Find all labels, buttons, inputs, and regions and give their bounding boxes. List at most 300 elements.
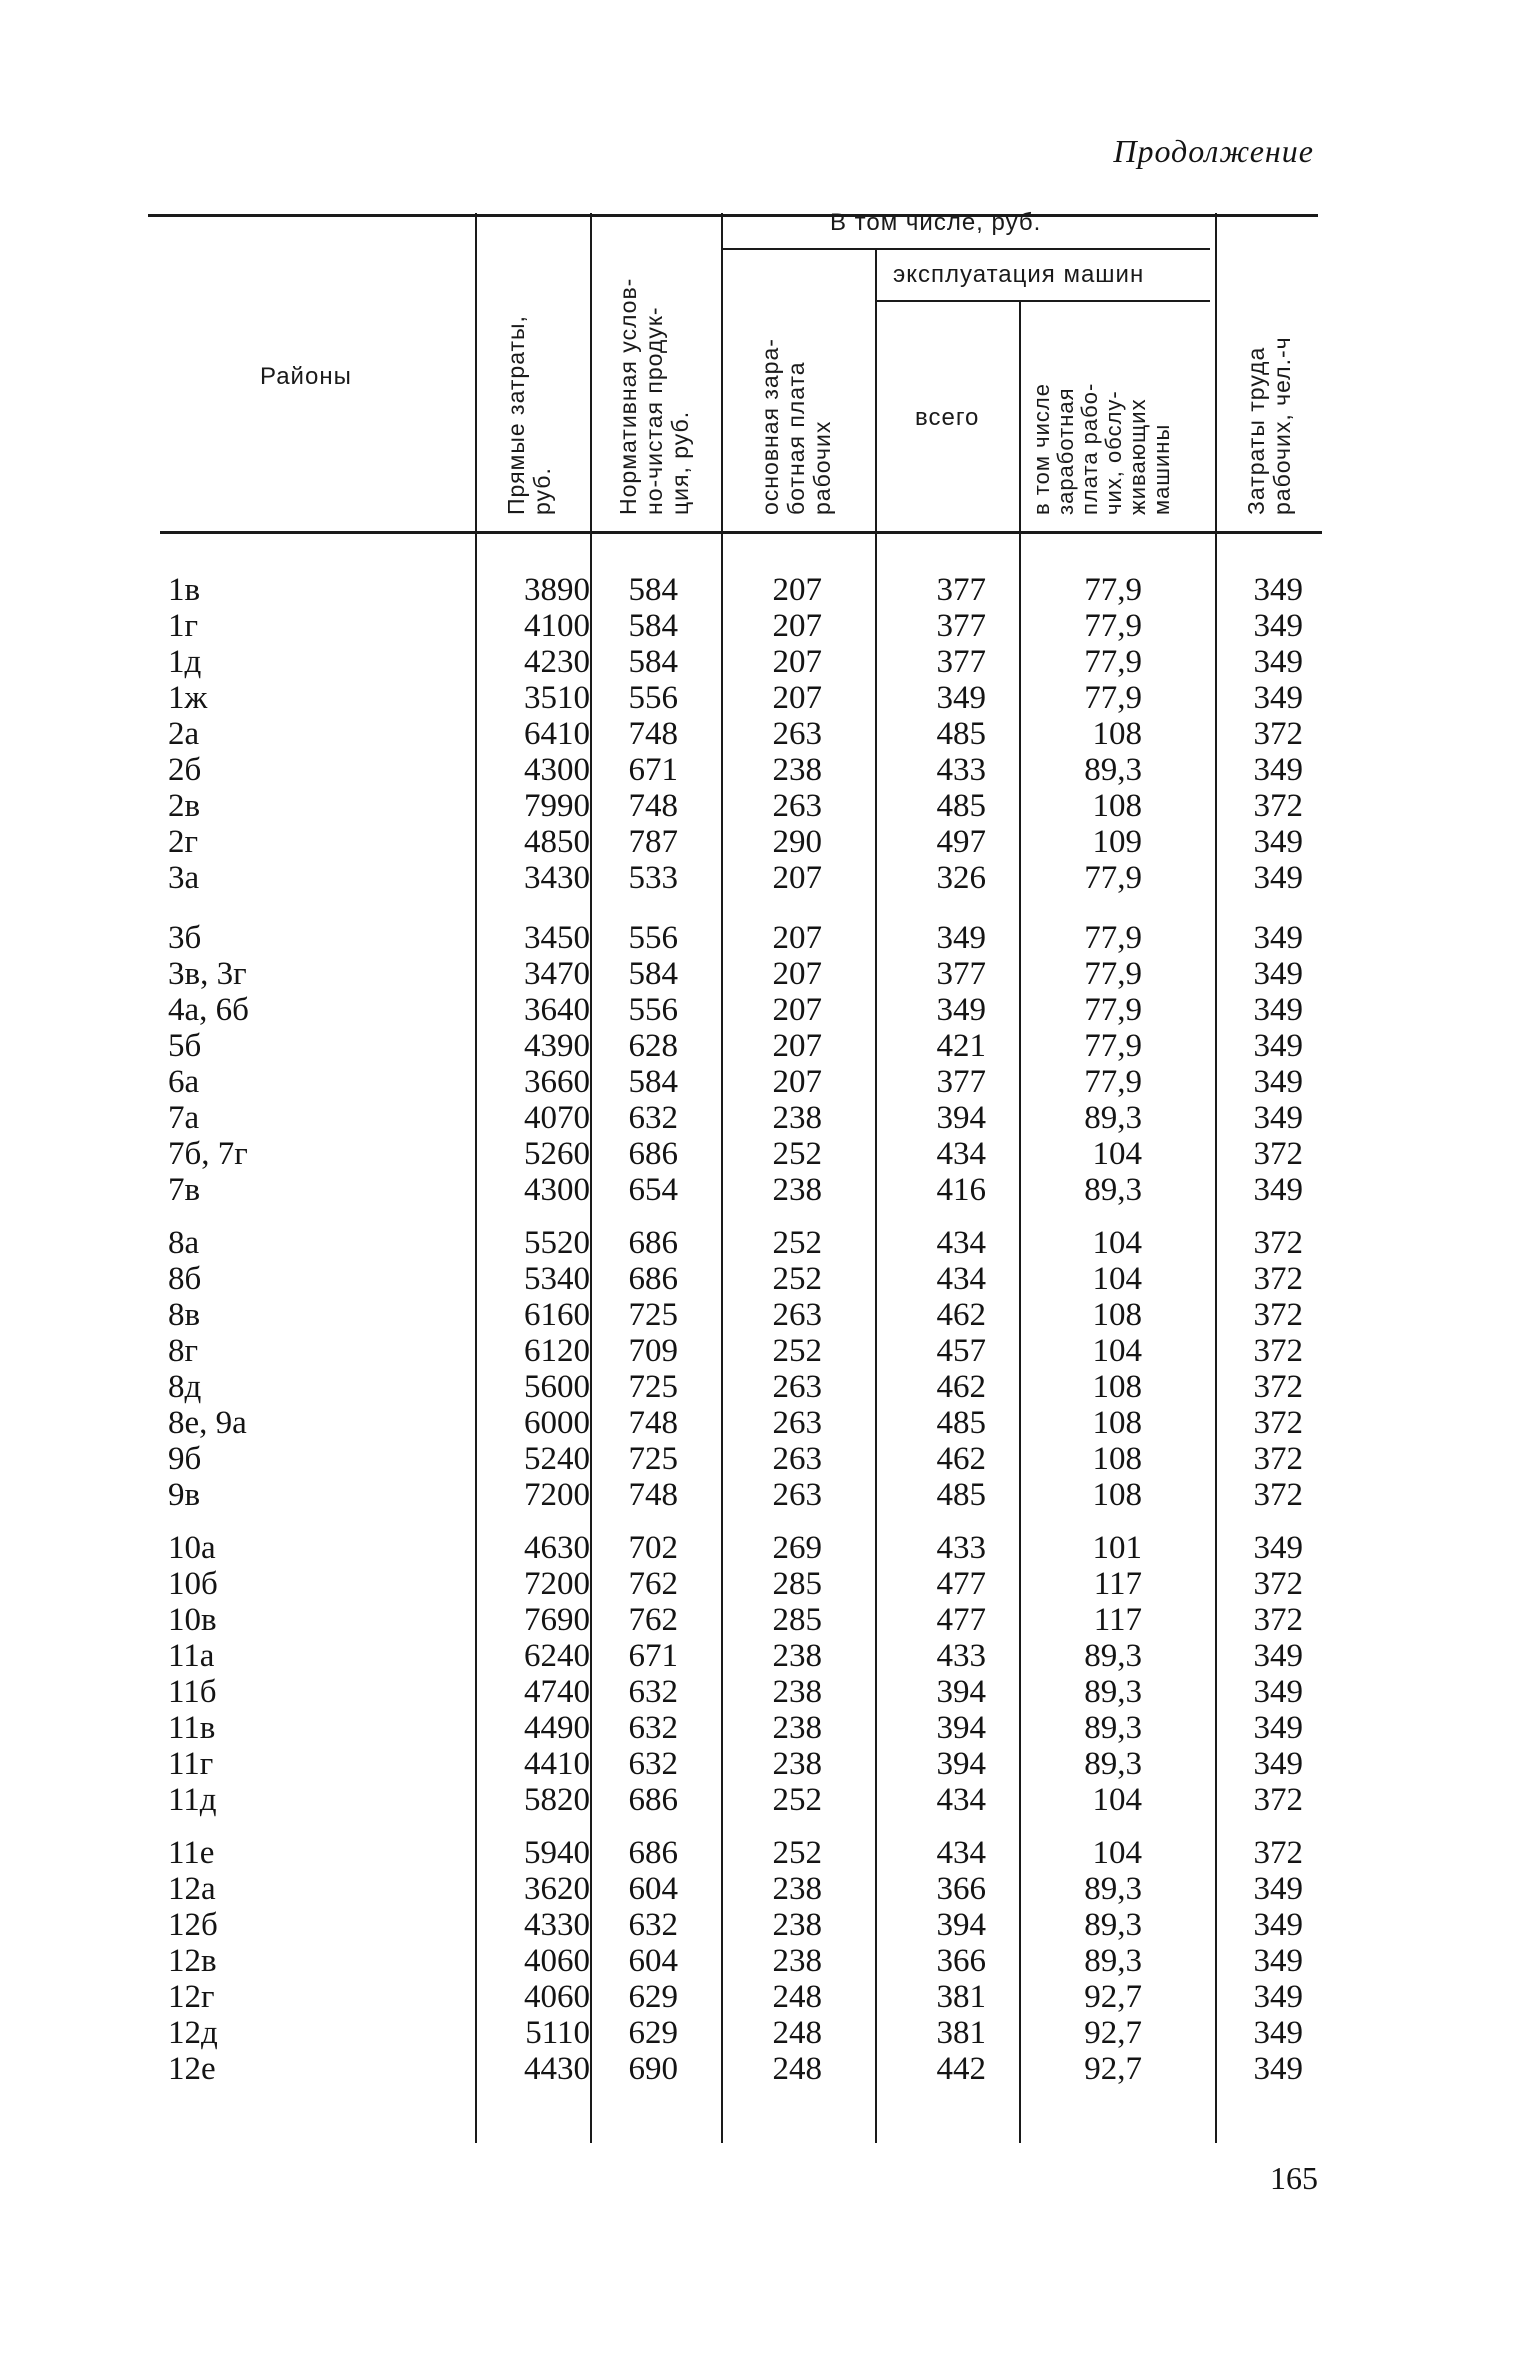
cell-labor-costs: 349 (1253, 572, 1303, 608)
cell-base-wages: 238 (772, 1638, 822, 1674)
cell-labor-costs: 349 (1253, 1746, 1303, 1782)
cell-machine-operator-wages: 101 (1092, 1530, 1142, 1566)
cell-region: 6а (168, 1064, 200, 1100)
cell-machine-operator-wages: 117 (1093, 1602, 1142, 1638)
table-row (0, 1297, 1523, 1333)
table-row (0, 1261, 1523, 1297)
cell-base-wages: 207 (772, 992, 822, 1028)
cell-labor-costs: 349 (1253, 680, 1303, 716)
cell-machines-total: 377 (936, 1064, 986, 1100)
cell-machine-operator-wages: 104 (1092, 1136, 1142, 1172)
cell-base-wages: 252 (772, 1261, 822, 1297)
page-number: 165 (1270, 2160, 1318, 2196)
cell-base-wages: 263 (772, 1477, 822, 1513)
cell-direct-costs: 5600 (524, 1369, 590, 1405)
cell-machines-total: 434 (936, 1225, 986, 1261)
table-row (0, 716, 1523, 752)
cell-direct-costs: 4300 (524, 752, 590, 788)
table-row (0, 572, 1523, 608)
cell-machines-total: 433 (936, 1638, 986, 1674)
cell-normative-production: 629 (628, 1979, 678, 2015)
cell-machines-total: 462 (936, 1441, 986, 1477)
cell-region: 8е, 9а (168, 1405, 247, 1441)
cell-region: 12д (168, 2015, 218, 2051)
table-row (0, 1477, 1523, 1513)
cell-machine-operator-wages: 77,9 (1084, 956, 1142, 992)
cell-labor-costs: 372 (1253, 1297, 1303, 1333)
cell-labor-costs: 372 (1253, 1835, 1303, 1871)
cell-base-wages: 263 (772, 788, 822, 824)
cell-machine-operator-wages: 77,9 (1084, 920, 1142, 956)
table-row (0, 1225, 1523, 1261)
table-row (0, 1566, 1523, 1602)
cell-machine-operator-wages: 89,3 (1084, 752, 1142, 788)
cell-labor-costs: 372 (1253, 1136, 1303, 1172)
cell-region: 11в (168, 1710, 216, 1746)
cell-normative-production: 762 (628, 1566, 678, 1602)
cell-region: 10в (168, 1602, 217, 1638)
cell-direct-costs: 3450 (524, 920, 590, 956)
cell-machines-total: 377 (936, 644, 986, 680)
cell-labor-costs: 372 (1253, 788, 1303, 824)
cell-machines-total: 394 (936, 1907, 986, 1943)
cell-machines-total: 366 (936, 1943, 986, 1979)
table-row (0, 1064, 1523, 1100)
cell-direct-costs: 5260 (524, 1136, 590, 1172)
cell-direct-costs: 4330 (524, 1907, 590, 1943)
cell-machines-total: 394 (936, 1674, 986, 1710)
cell-normative-production: 632 (628, 1746, 678, 1782)
cell-machines-total: 434 (936, 1782, 986, 1818)
cell-labor-costs: 349 (1253, 1674, 1303, 1710)
header-base-wages: основная зара- ботная плата рабочих (757, 338, 835, 515)
cell-direct-costs: 5340 (524, 1261, 590, 1297)
cell-machine-operator-wages: 89,3 (1084, 1871, 1142, 1907)
cell-direct-costs: 6160 (524, 1297, 590, 1333)
table-row (0, 1871, 1523, 1907)
cell-machine-operator-wages: 89,3 (1084, 1943, 1142, 1979)
header-direct-costs: Прямые затраты, руб. (503, 315, 555, 515)
cell-direct-costs: 4060 (524, 1943, 590, 1979)
cell-direct-costs: 4060 (524, 1979, 590, 2015)
cell-machine-operator-wages: 89,3 (1084, 1746, 1142, 1782)
cell-labor-costs: 349 (1253, 2051, 1303, 2087)
cell-base-wages: 238 (772, 1943, 822, 1979)
cell-region: 1г (168, 608, 199, 644)
cell-machines-total: 326 (936, 860, 986, 896)
cell-region: 1д (168, 644, 202, 680)
cell-labor-costs: 349 (1253, 644, 1303, 680)
cell-normative-production: 632 (628, 1710, 678, 1746)
cell-machines-total: 377 (936, 608, 986, 644)
table-row (0, 1172, 1523, 1208)
cell-labor-costs: 349 (1253, 1172, 1303, 1208)
table-top-rule (148, 214, 1318, 217)
cell-machines-total: 381 (936, 2015, 986, 2051)
cell-labor-costs: 372 (1253, 1261, 1303, 1297)
header-machines-group: эксплуатация машин (893, 261, 1145, 288)
cell-direct-costs: 3620 (524, 1871, 590, 1907)
cell-labor-costs: 349 (1253, 1638, 1303, 1674)
cell-direct-costs: 4630 (524, 1530, 590, 1566)
cell-normative-production: 686 (628, 1261, 678, 1297)
cell-machines-total: 457 (936, 1333, 986, 1369)
cell-machine-operator-wages: 104 (1092, 1225, 1142, 1261)
cell-direct-costs: 4100 (524, 608, 590, 644)
cell-labor-costs: 349 (1253, 860, 1303, 896)
cell-normative-production: 632 (628, 1100, 678, 1136)
cell-base-wages: 238 (772, 1172, 822, 1208)
table-row (0, 1674, 1523, 1710)
table-row (0, 2051, 1523, 2087)
cell-machine-operator-wages: 89,3 (1084, 1100, 1142, 1136)
cell-direct-costs: 5940 (524, 1835, 590, 1871)
cell-base-wages: 207 (772, 860, 822, 896)
table-row (0, 860, 1523, 896)
cell-region: 11б (168, 1674, 217, 1710)
cell-region: 8в (168, 1297, 201, 1333)
cell-base-wages: 269 (772, 1530, 822, 1566)
cell-machine-operator-wages: 77,9 (1084, 680, 1142, 716)
cell-machine-operator-wages: 77,9 (1084, 644, 1142, 680)
table-row (0, 752, 1523, 788)
cell-machines-total: 421 (936, 1028, 986, 1064)
table-row (0, 1746, 1523, 1782)
cell-direct-costs: 4850 (524, 824, 590, 860)
cell-machine-operator-wages: 108 (1092, 1477, 1142, 1513)
cell-normative-production: 628 (628, 1028, 678, 1064)
cell-direct-costs: 7990 (524, 788, 590, 824)
cell-labor-costs: 349 (1253, 1979, 1303, 2015)
cell-machines-total: 433 (936, 1530, 986, 1566)
table-row (0, 1100, 1523, 1136)
cell-direct-costs: 4070 (524, 1100, 590, 1136)
header-labor-costs: Затраты труда рабочих, чел.-ч (1243, 336, 1295, 515)
cell-labor-costs: 349 (1253, 992, 1303, 1028)
cell-base-wages: 290 (772, 824, 822, 860)
cell-direct-costs: 6120 (524, 1333, 590, 1369)
table-row (0, 1835, 1523, 1871)
cell-normative-production: 604 (628, 1943, 678, 1979)
cell-base-wages: 238 (772, 752, 822, 788)
cell-region: 12б (168, 1907, 218, 1943)
cell-labor-costs: 349 (1253, 920, 1303, 956)
cell-machines-total: 349 (936, 992, 986, 1028)
cell-normative-production: 725 (628, 1369, 678, 1405)
header-regions: Районы (260, 363, 352, 390)
table-row (0, 680, 1523, 716)
cell-base-wages: 207 (772, 920, 822, 956)
cell-region: 10б (168, 1566, 218, 1602)
cell-labor-costs: 372 (1253, 1566, 1303, 1602)
cell-base-wages: 285 (772, 1566, 822, 1602)
table-row (0, 992, 1523, 1028)
cell-labor-costs: 372 (1253, 1369, 1303, 1405)
cell-region: 4а, 6б (168, 992, 249, 1028)
cell-machines-total: 416 (936, 1172, 986, 1208)
cell-base-wages: 252 (772, 1782, 822, 1818)
cell-direct-costs: 3640 (524, 992, 590, 1028)
cell-machine-operator-wages: 89,3 (1084, 1674, 1142, 1710)
cell-base-wages: 248 (772, 2051, 822, 2087)
cell-base-wages: 238 (772, 1100, 822, 1136)
cell-direct-costs: 6240 (524, 1638, 590, 1674)
machines-group-rule (876, 300, 1210, 302)
cell-base-wages: 252 (772, 1835, 822, 1871)
cell-labor-costs: 349 (1253, 824, 1303, 860)
cell-labor-costs: 349 (1253, 1028, 1303, 1064)
cell-direct-costs: 5520 (524, 1225, 590, 1261)
cell-normative-production: 709 (628, 1333, 678, 1369)
cell-normative-production: 584 (628, 644, 678, 680)
cell-normative-production: 584 (628, 1064, 678, 1100)
cell-machines-total: 381 (936, 1979, 986, 2015)
cell-machines-total: 394 (936, 1710, 986, 1746)
cell-normative-production: 556 (628, 992, 678, 1028)
cell-machines-total: 477 (936, 1602, 986, 1638)
cell-machine-operator-wages: 77,9 (1084, 1028, 1142, 1064)
cell-region: 9б (168, 1441, 202, 1477)
cell-region: 9в (168, 1477, 201, 1513)
cell-machine-operator-wages: 89,3 (1084, 1638, 1142, 1674)
cell-direct-costs: 4390 (524, 1028, 590, 1064)
cell-base-wages: 238 (772, 1746, 822, 1782)
cell-base-wages: 263 (772, 1405, 822, 1441)
cell-machines-total: 462 (936, 1369, 986, 1405)
cell-base-wages: 252 (772, 1333, 822, 1369)
cell-region: 2в (168, 788, 201, 824)
cell-region: 12в (168, 1943, 217, 1979)
cell-normative-production: 671 (628, 752, 678, 788)
cell-machine-operator-wages: 104 (1092, 1333, 1142, 1369)
cell-machine-operator-wages: 89,3 (1084, 1907, 1142, 1943)
cell-labor-costs: 349 (1253, 1710, 1303, 1746)
cell-labor-costs: 372 (1253, 1477, 1303, 1513)
cell-machines-total: 485 (936, 1477, 986, 1513)
cell-labor-costs: 372 (1253, 1602, 1303, 1638)
cell-direct-costs: 6410 (524, 716, 590, 752)
cell-machines-total: 462 (936, 1297, 986, 1333)
cell-machines-total: 477 (936, 1566, 986, 1602)
cell-base-wages: 238 (772, 1871, 822, 1907)
table-row (0, 1943, 1523, 1979)
cell-machines-total: 497 (936, 824, 986, 860)
cell-labor-costs: 349 (1253, 956, 1303, 992)
cell-region: 8г (168, 1333, 199, 1369)
cell-machine-operator-wages: 104 (1092, 1261, 1142, 1297)
cell-base-wages: 207 (772, 644, 822, 680)
cell-base-wages: 248 (772, 2015, 822, 2051)
cell-normative-production: 533 (628, 860, 678, 896)
cell-direct-costs: 3430 (524, 860, 590, 896)
cell-base-wages: 252 (772, 1225, 822, 1261)
cell-machine-operator-wages: 104 (1092, 1835, 1142, 1871)
cell-labor-costs: 372 (1253, 1405, 1303, 1441)
cell-machines-total: 434 (936, 1136, 986, 1172)
cell-labor-costs: 349 (1253, 1871, 1303, 1907)
cell-normative-production: 632 (628, 1674, 678, 1710)
table-row (0, 1710, 1523, 1746)
cell-region: 2а (168, 716, 200, 752)
including-group-rule (722, 248, 1210, 250)
cell-direct-costs: 7690 (524, 1602, 590, 1638)
cell-base-wages: 248 (772, 1979, 822, 2015)
table-row (0, 2015, 1523, 2051)
cell-region: 8б (168, 1261, 202, 1297)
table-row (0, 608, 1523, 644)
cell-base-wages: 207 (772, 608, 822, 644)
cell-normative-production: 787 (628, 824, 678, 860)
cell-base-wages: 238 (772, 1674, 822, 1710)
table-row (0, 824, 1523, 860)
cell-direct-costs: 5240 (524, 1441, 590, 1477)
cell-direct-costs: 4230 (524, 644, 590, 680)
cell-base-wages: 285 (772, 1602, 822, 1638)
cell-normative-production: 584 (628, 608, 678, 644)
cell-region: 12е (168, 2051, 216, 2087)
cell-base-wages: 238 (772, 1710, 822, 1746)
cell-normative-production: 725 (628, 1441, 678, 1477)
cell-machines-total: 485 (936, 716, 986, 752)
cell-direct-costs: 3510 (524, 680, 590, 716)
cell-normative-production: 686 (628, 1136, 678, 1172)
cell-machines-total: 433 (936, 752, 986, 788)
cell-machine-operator-wages: 77,9 (1084, 572, 1142, 608)
cell-region: 8д (168, 1369, 202, 1405)
cell-machines-total: 434 (936, 1835, 986, 1871)
cell-normative-production: 690 (628, 2051, 678, 2087)
cell-labor-costs: 372 (1253, 1441, 1303, 1477)
cell-normative-production: 629 (628, 2015, 678, 2051)
header-normative-production: Нормативная услов- но-чистая продук- ция, руб. (615, 277, 693, 515)
cell-normative-production: 686 (628, 1782, 678, 1818)
cell-normative-production: 686 (628, 1835, 678, 1871)
cell-machines-total: 377 (936, 956, 986, 992)
cell-labor-costs: 372 (1253, 1225, 1303, 1261)
cell-machine-operator-wages: 92,7 (1084, 1979, 1142, 2015)
cell-normative-production: 584 (628, 956, 678, 992)
cell-region: 3в, 3г (168, 956, 247, 992)
cell-direct-costs: 6000 (524, 1405, 590, 1441)
cell-direct-costs: 4490 (524, 1710, 590, 1746)
cell-direct-costs: 4430 (524, 2051, 590, 2087)
cell-direct-costs: 3890 (524, 572, 590, 608)
cell-labor-costs: 349 (1253, 1064, 1303, 1100)
cell-region: 10а (168, 1530, 216, 1566)
cell-labor-costs: 349 (1253, 2015, 1303, 2051)
cell-normative-production: 671 (628, 1638, 678, 1674)
cell-machine-operator-wages: 89,3 (1084, 1710, 1142, 1746)
cell-machine-operator-wages: 89,3 (1084, 1172, 1142, 1208)
cell-direct-costs: 4740 (524, 1674, 590, 1710)
cell-labor-costs: 349 (1253, 1907, 1303, 1943)
cell-direct-costs: 4300 (524, 1172, 590, 1208)
cell-region: 11е (168, 1835, 215, 1871)
cell-base-wages: 207 (772, 1028, 822, 1064)
cell-normative-production: 556 (628, 920, 678, 956)
cell-region: 3б (168, 920, 202, 956)
cell-base-wages: 238 (772, 1907, 822, 1943)
cell-machines-total: 442 (936, 2051, 986, 2087)
table-row (0, 788, 1523, 824)
table-row (0, 1405, 1523, 1441)
cell-direct-costs: 7200 (524, 1566, 590, 1602)
cell-region: 2г (168, 824, 199, 860)
cell-region: 7б, 7г (168, 1136, 248, 1172)
header-including-group: В том числе, руб. (830, 209, 1042, 236)
cell-machines-total: 377 (936, 572, 986, 608)
cell-normative-production: 748 (628, 1405, 678, 1441)
header-bottom-rule (160, 531, 1322, 534)
cell-machine-operator-wages: 117 (1093, 1566, 1142, 1602)
cell-region: 3а (168, 860, 200, 896)
table-row (0, 1028, 1523, 1064)
header-machine-operator-wages: в том числе заработная плата рабо- чих, обслу- живающих машины (1029, 382, 1174, 515)
cell-normative-production: 748 (628, 716, 678, 752)
cell-base-wages: 252 (772, 1136, 822, 1172)
cell-machine-operator-wages: 108 (1092, 716, 1142, 752)
table-row (0, 1136, 1523, 1172)
cell-region: 7в (168, 1172, 201, 1208)
cell-machine-operator-wages: 77,9 (1084, 992, 1142, 1028)
table-row (0, 1369, 1523, 1405)
cell-direct-costs: 3470 (524, 956, 590, 992)
cell-machines-total: 349 (936, 680, 986, 716)
cell-region: 1в (168, 572, 201, 608)
cell-base-wages: 207 (772, 1064, 822, 1100)
cell-direct-costs: 5110 (525, 2015, 590, 2051)
cell-region: 2б (168, 752, 202, 788)
cell-machines-total: 394 (936, 1746, 986, 1782)
cell-machine-operator-wages: 77,9 (1084, 1064, 1142, 1100)
table-row (0, 1333, 1523, 1369)
cell-machine-operator-wages: 108 (1092, 1297, 1142, 1333)
cell-machines-total: 366 (936, 1871, 986, 1907)
cell-machines-total: 485 (936, 788, 986, 824)
cell-machine-operator-wages: 109 (1092, 824, 1142, 860)
cell-base-wages: 207 (772, 572, 822, 608)
page-subtitle: Продолжение (1113, 133, 1314, 169)
cell-base-wages: 263 (772, 716, 822, 752)
cell-base-wages: 263 (772, 1297, 822, 1333)
table-row (0, 1638, 1523, 1674)
cell-region: 11а (168, 1638, 215, 1674)
cell-labor-costs: 372 (1253, 1333, 1303, 1369)
cell-machine-operator-wages: 104 (1092, 1782, 1142, 1818)
cell-normative-production: 604 (628, 1871, 678, 1907)
cell-labor-costs: 349 (1253, 608, 1303, 644)
table-row (0, 1530, 1523, 1566)
cell-base-wages: 263 (772, 1369, 822, 1405)
cell-normative-production: 748 (628, 1477, 678, 1513)
table-row (0, 956, 1523, 992)
cell-machine-operator-wages: 108 (1092, 1369, 1142, 1405)
cell-normative-production: 762 (628, 1602, 678, 1638)
cell-labor-costs: 372 (1253, 1782, 1303, 1818)
cell-region: 8а (168, 1225, 200, 1261)
cell-labor-costs: 349 (1253, 1100, 1303, 1136)
header-machines-total: всего (915, 404, 980, 431)
table-row (0, 1602, 1523, 1638)
table-row (0, 1979, 1523, 2015)
table-row (0, 644, 1523, 680)
cell-normative-production: 725 (628, 1297, 678, 1333)
cell-normative-production: 748 (628, 788, 678, 824)
cell-labor-costs: 349 (1253, 1943, 1303, 1979)
cell-machines-total: 434 (936, 1261, 986, 1297)
cell-direct-costs: 7200 (524, 1477, 590, 1513)
cell-normative-production: 632 (628, 1907, 678, 1943)
